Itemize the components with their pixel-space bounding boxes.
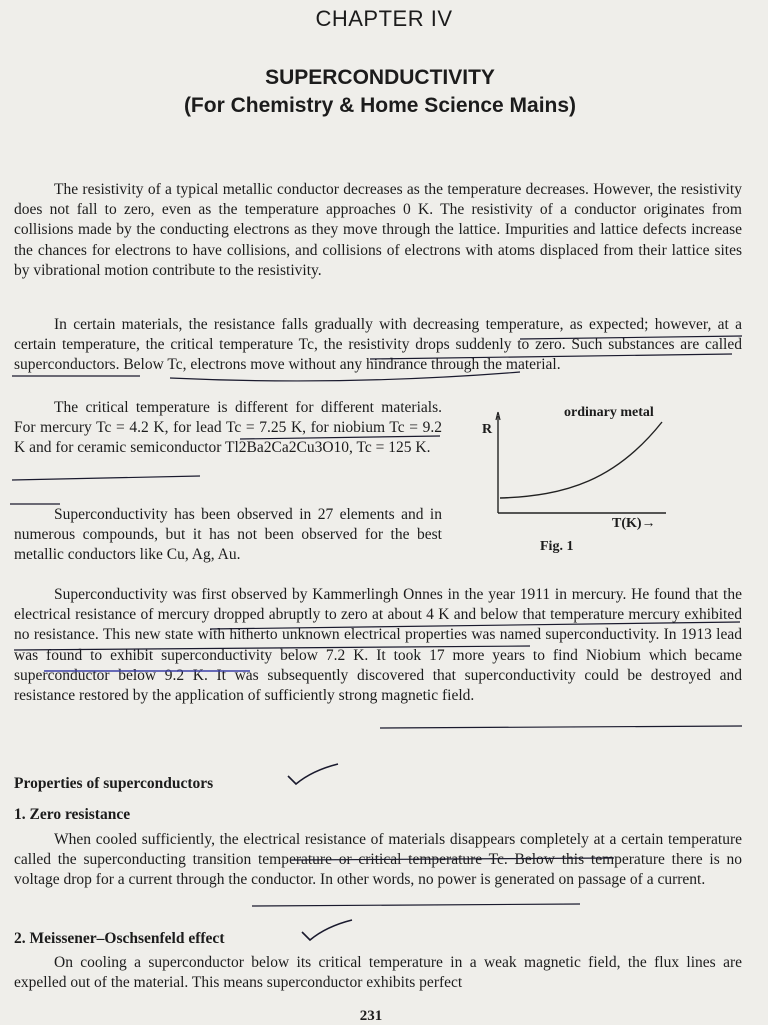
chapter-heading: CHAPTER IV bbox=[315, 6, 453, 31]
figure-caption: Fig. 1 bbox=[540, 539, 574, 554]
x-axis-label: T(K)→ bbox=[612, 516, 656, 531]
paragraph-resistivity: The resistivity of a typical metallic conductor decreases as the temperature decreases. However, the resistivity does not fall to zero, even as the temperature approaches 0 K. The resistivity of a conductor originates from collisions made by the conducting electrons as they move through the lattice. Impurities and lattice defects increase the chances for electrons to have collisions, and collisions of electrons with atoms displaced from their lattice sites by vibrational motion contribute to the resistivity. bbox=[14, 181, 742, 279]
paragraph-history: Superconductivity was first observed by Kammerlingh Onnes in the year 1911 in mercury. He found that the electrical resistance of mercury dropped abruptly to zero at about 4 K and below that temperature mercury exhibited no resistance. This new state with hitherto unknown electrical properties was named superconductivity. In 1913 lead was found to exhibit superconductivity below 7.2 K. It took 17 more years to find Niobium which became superconductor below 9.2 K. It was subsequently discovered that superconductivity could be destroyed and resistance restored by the application of sufficiently strong magnetic field. bbox=[14, 586, 742, 705]
paragraph-critical-values: The critical temperature is different for different materials. For mercury Tc = 4.2 K, for lead Tc = 7.25 K, for niobium Tc = 9.2 K and for ceramic semiconductor Tl2Ba2Ca2Cu3O10, Tc = 125 K. bbox=[14, 399, 442, 457]
paragraph-zero-resistance: When cooled sufficiently, the electrical resistance of materials disappears completely at a certain temperature called the superconducting transition temperature or critical temperature Tc. Below this temperature there is no voltage drop for a current through the conductor. In other words, no power is generated on passage of a current. bbox=[14, 831, 742, 889]
figure-resistance-curve bbox=[476, 400, 698, 560]
chapter-subtitle: (For Chemistry & Home Science Mains) bbox=[183, 94, 577, 117]
paragraph-observed-elements: Superconductivity has been observed in 27 elements and in numerous compounds, but it has not been observed for the best metallic conductors like Cu, Ag, Au. bbox=[14, 506, 442, 564]
section-meissner-heading: 2. Meissener–Oschsenfeld effect bbox=[14, 930, 225, 947]
check-mark-icon bbox=[284, 762, 344, 788]
page-number: 231 bbox=[359, 1008, 383, 1024]
properties-heading: Properties of superconductors bbox=[14, 775, 214, 792]
paragraph-critical-temperature: In certain materials, the resistance falls gradually with decreasing temperature, as expected; however, at a certain temperature, the critical temperature Tc, the resistivity drops suddenly to zero. Such substances are called superconductors. Below Tc, electrons move without any hindrance through the material. bbox=[14, 316, 742, 374]
curve-label: ordinary metal bbox=[564, 405, 654, 420]
ordinary-metal-curve bbox=[500, 422, 662, 498]
section-zero-resistance-heading: 1. Zero resistance bbox=[14, 806, 131, 823]
figure-graph bbox=[476, 400, 698, 560]
y-axis-label: R bbox=[482, 422, 493, 437]
check-mark-icon bbox=[298, 918, 358, 944]
chapter-title: SUPERCONDUCTIVITY bbox=[265, 66, 495, 89]
paragraph-meissner: On cooling a superconductor below its critical temperature in a weak magnetic field, the flux lines are expelled out of the material. This means superconductor exhibits perfect bbox=[14, 954, 742, 992]
